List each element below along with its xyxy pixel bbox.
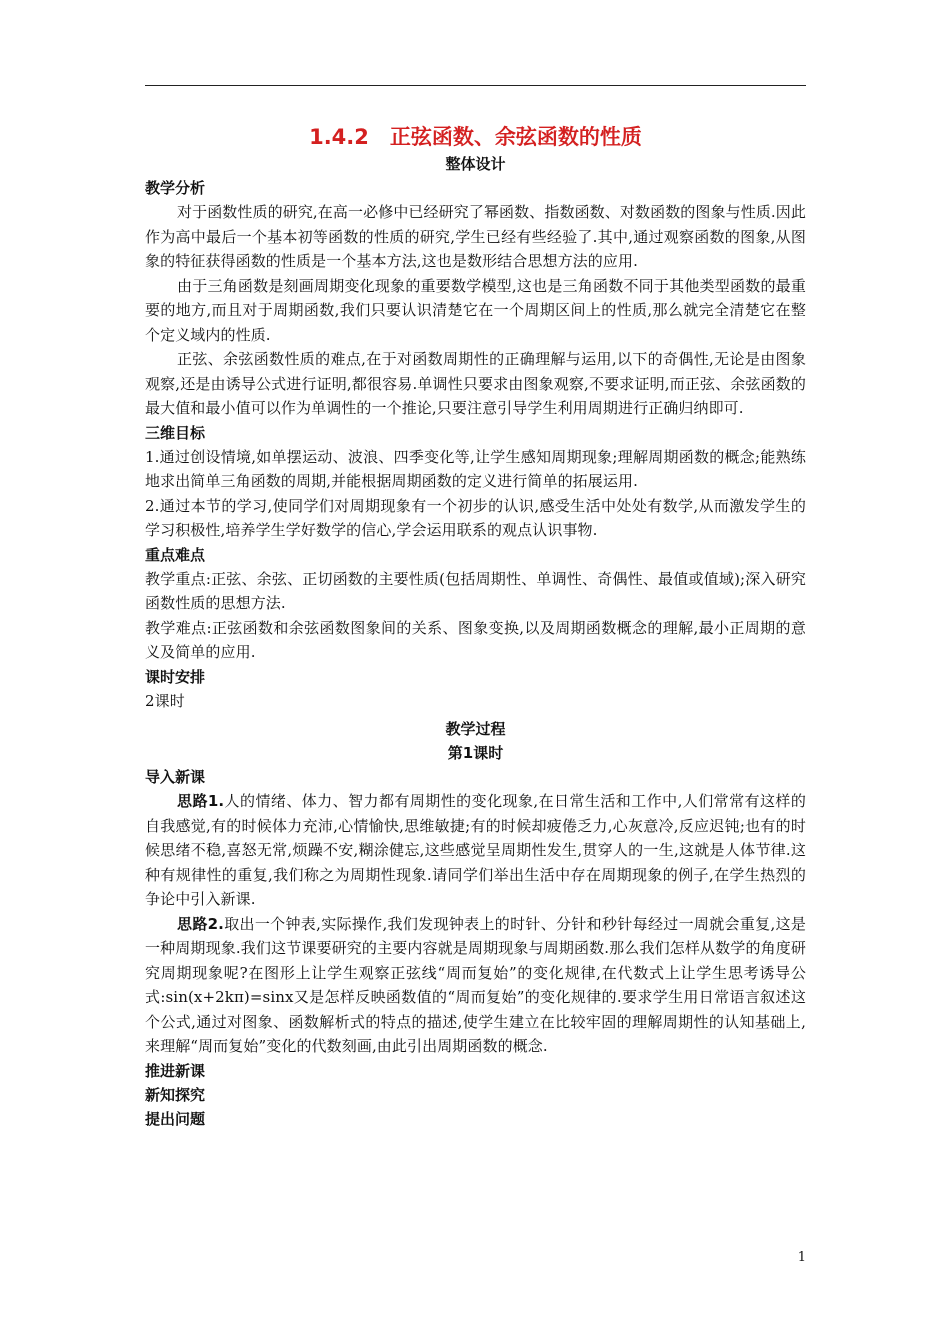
idea-paragraph-1: [145, 789, 806, 912]
section-heading-schedule: 课时安排: [145, 667, 206, 686]
goal-item: 2.通过本节的学习,使同学们对周期现象有一个初步的认识,感受生活中处处有数学,从而激发学生的学习积极性,培养学生学好数学的信心,学会运用联系的观点认识事物.: [145, 496, 806, 539]
section-heading-analysis: 教学分析: [145, 179, 206, 197]
paragraph: 正弦、余弦函数性质的难点,在于对函数周期性的正确理解与运用,以下的奇偶性,无论是由图象观察,还是由诱导公式进行证明,都很容易.单调性只要求由图象观察,不要求证明,而正弦、余弦函数的最大值和最小值可以作为单调性的一个推论,只要注意引导学生利用周期进行正确归纳即可.: [145, 350, 806, 417]
section-heading-goals: 三维目标: [145, 423, 206, 442]
idea-label: 思路2.: [177, 914, 224, 933]
idea-paragraph-2: [145, 912, 806, 1059]
idea-text: 人的情绪、体力、智力都有周期性的变化现象,在日常生活和工作中,人们常常有这样的自我感觉,有的时候体力充沛,心情愉快,思维敏捷;有的时候却疲倦乏力,心灰意冷,反应迟钝;也有的时候思绪不稳,喜怒无常,烦躁不安,糊涂健忘,这些感觉呈周期性发生,贯穿人的一生,这就是人体节律.这种有规律性的重复,我们称之为周期性现象.请同学们举出生活中存在周期现象的例子,在学生热烈的争论中引入新课.: [145, 792, 806, 908]
document-body: [145, 122, 806, 1131]
teaching-focus: 教学重点:正弦、余弦、正切函数的主要性质(包括周期性、单调性、奇偶性、最值或值域);深入研究函数性质的思想方法.: [145, 569, 806, 612]
section-heading-intro: 导入新课: [145, 768, 206, 786]
section-heading-keypoints: 重点难点: [145, 545, 206, 564]
section-heading-process: 教学过程: [445, 720, 506, 738]
header-rule: [145, 85, 806, 86]
section-heading-questions: 提出问题: [145, 1109, 206, 1128]
paragraph: 由于三角函数是刻画周期变化现象的重要数学模型,这也是三角函数不同于其他类型函数的最重要的地方,而且对于周期函数,我们只要认识清楚它在一个周期区间上的性质,那么就完全清楚它在整个定义域内的性质.: [145, 276, 806, 344]
idea-label: 思路1.: [177, 792, 225, 810]
idea-text: 取出一个钟表,实际操作,我们发现钟表上的时针、分针和秒针每经过一周就会重复,这是一种周期现象.我们这节课要研究的主要内容就是周期现象与周期函数.那么我们怎样从数学的角度研究周期现象呢?在图形上让学生观察正弦线“周而复始”的变化规律,在代数式上让学生思考诱导公式:sin(x+2kπ)=sinx又是怎样反映函数值的“周而复始”的变化规律的.要求学生用日常语言叙述这个公式,通过对图象、函数解析式的特点的描述,使学生建立在比较牢固的理解周期性的认知基础上,来理解“周而复始”变化的代数刻画,由此引出周期函数的概念.: [145, 914, 806, 1055]
lesson-heading: 第1课时: [447, 744, 504, 762]
goal-item: 1.通过创设情境,如单摆运动、波浪、四季变化等,让学生感知周期现象;理解周期函数的概念;能熟练地求出简单三角函数的周期,并能根据周期函数的定义进行简单的拓展运用.: [145, 447, 806, 490]
teaching-difficulty: 教学难点:正弦函数和余弦函数图象间的关系、图象变换,以及周期函数概念的理解,最小正周期的意义及简单的应用.: [145, 618, 806, 661]
section-heading-advance: 推进新课: [145, 1061, 206, 1080]
document-subtitle: 整体设计: [445, 155, 506, 173]
document-title: 1.4.2 正弦函数、余弦函数的性质: [309, 125, 642, 149]
section-heading-explore: 新知探究: [145, 1085, 206, 1104]
paragraph: 对于函数性质的研究,在高一必修中已经研究了幂函数、指数函数、对数函数的图象与性质.因此作为高中最后一个基本初等函数的性质的研究,学生已经有些经验了.其中,通过观察函数的图象,从图象的特征获得函数的性质是一个基本方法,这也是数形结合思想方法的应用.: [145, 203, 806, 270]
schedule-value: 2课时: [145, 691, 185, 710]
page-number: 1: [797, 1250, 806, 1265]
